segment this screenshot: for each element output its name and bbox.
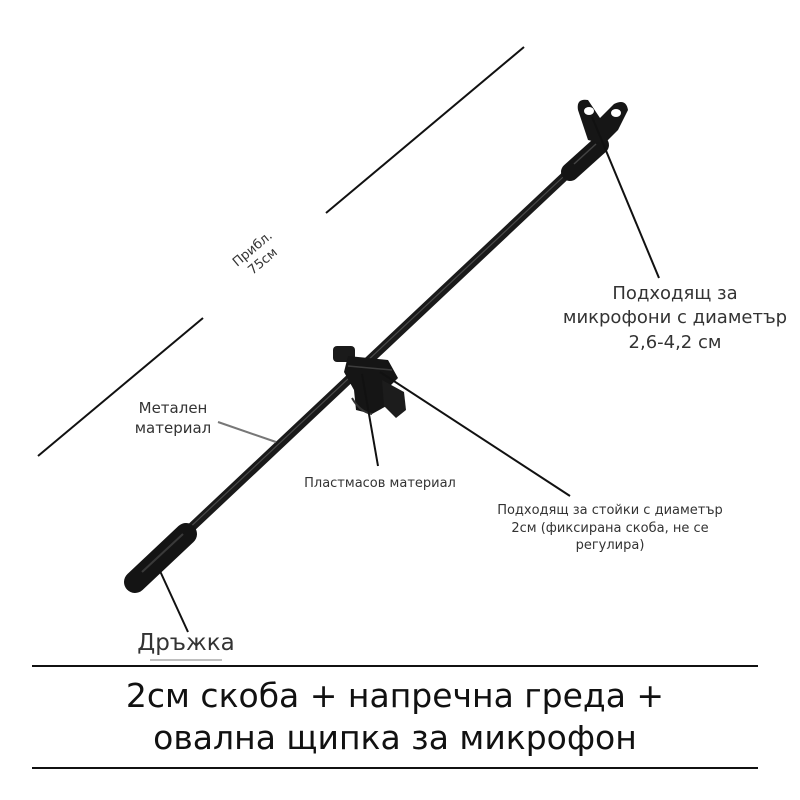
leader-mic <box>592 117 659 278</box>
mic-diameter-label: Подходящ за микрофони с диаметър 2,6-4,2 см <box>562 283 788 353</box>
stand-diameter-label: Подходящ за стойки с диаметър 2см (фиксирана скоба, не се регулира) <box>497 503 723 554</box>
dimension-line-upper <box>326 47 524 213</box>
caption-line-2: овална щипка за микрофон <box>153 718 637 757</box>
plastic-material-label: Пластмасов материал <box>304 476 456 491</box>
metal-material-label: Метален материал <box>134 399 212 437</box>
length-label: Прибл. 75см <box>229 228 281 278</box>
caption-line-1: 2см скоба + напречна греда + <box>125 676 665 715</box>
handle-grip <box>135 534 186 582</box>
leader-handle <box>160 571 188 632</box>
handle-label: Дръжка <box>137 630 235 656</box>
product-caption <box>32 665 758 769</box>
